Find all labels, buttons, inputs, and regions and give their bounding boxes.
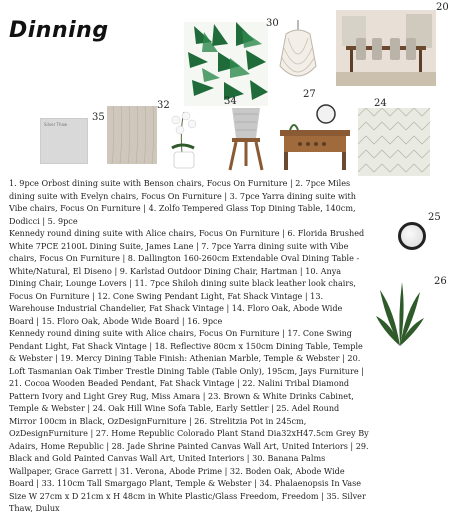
item-list-description: 1. 9pce Orbost dining suite with Benson chairs, Focus On Furniture | 2. 7pce Miles dining suite with Evelyn chairs, Focus On Furniture | 3. 7pce Yarra dining suite with Vibe chairs, Focus On Furniture | 4. Zolfo Tempered Glass Top Dining Table, 140cm, Dodicci | 5. 9pce Kennedy round dining suite with Alice chairs, Focus On Furniture | 6. Florida Brushed White 7PCE 2100L Dining Suite, James Lane | 7. 7pce Yarra dining suite with Vibe chairs, Focus On Furniture | 8. Dallington 160-260cm Extendable Oval Dining Table - White/Natural, El Diseno | 9. Karlstad Outdoor Dining Chair, Hartman | 10. Anya Dining Chair, Lounge Lovers | 11. 7pce Shiloh dining suite black leather look chairs, Focus On Furniture | 12. Cone Swing Pendant Light, Fat Shack Vintage | 13. Warehouse Industrial Chandelier, Fat Shack Vintage | 14. Floro Oak, Abode Wide Board | 15. Floro Oak, Abode Wide Board | 16. 9pce Kennedy round dining suite with Alice chairs, Focus On Furniture | 17. Cone Swing Pendant Light, Fat Shack Vintage | 18. Reflective 80cm x 150cm Dining Table, Temple & Webster | 19. Mercy Dining Table Finish: Athenian Marble, Temple & Webster | 20. Loft Tasmanian Oak Timber Trestle Dining Table (Table Only), 195cm, Jays Furniture | 21. Cocoa Wooden Beaded Pendant, Fat Shack Vintage | 22. Nalini Tribal Diamond Pattern Ivory and Light Grey Rug, Miss Amara | 23. Brown & White Drinks Cabinet, Temple & Webster | 24. Oak Hill Wine Sofa Table, Early Settler | 25. Adel Round Mirror 100cm in Black, OzDesignFurniture | 26. Strelitzia Pot in 245cm, OzDesignFurniture | 27. Home Republic Colorado Plant Stand Dia32xH47.5cm Grey By Adairs, Home Republic | 28. Jade Shrine Painted Canvas Wall Art, United Interiors | 29. Black and Gold Painted Canvas Wall Art, United Interiors | 30. Banana Palms Wallpaper, Grace Garrett | 31. Verona, Abode Prime | 32. Boden Oak, Abode Wide Board | 33. 110cm Tall Smargago Plant, Temple & Webster | 34. Phalaenopsis In Vase Size W 27cm x D 21cm x H 48cm in White Plastic/Glass Freedom, Freedom | 35. Silver Thaw, Dulux [9,178,369,513]
item-number-25: 25 [428,212,441,223]
dining-room-photo [336,10,436,86]
item-number-27: 27 [303,89,316,100]
round-mirror-image [398,222,426,250]
board-title: Dinning [9,18,109,43]
wine-console-image [276,104,354,172]
beaded-chandelier-image [268,20,328,92]
item-number-30: 30 [266,18,279,29]
item-number-24: 24 [374,98,387,109]
diamond-rug-image [358,108,430,176]
item-number-35: 35 [92,112,105,123]
palm-wallpaper-image [184,22,268,106]
swatch-label: Silver Thaw [44,122,68,127]
item-number-34: 34 [224,96,237,107]
strelitzia-plant-image [376,280,424,348]
paint-swatch [40,118,88,164]
item-number-32: 32 [157,100,170,111]
planter-stand-image [222,104,270,172]
item-number-20: 20 [436,2,449,13]
orchid-vase-image [162,108,206,170]
item-number-26: 26 [434,276,447,287]
oak-floor-swatch [107,106,157,164]
